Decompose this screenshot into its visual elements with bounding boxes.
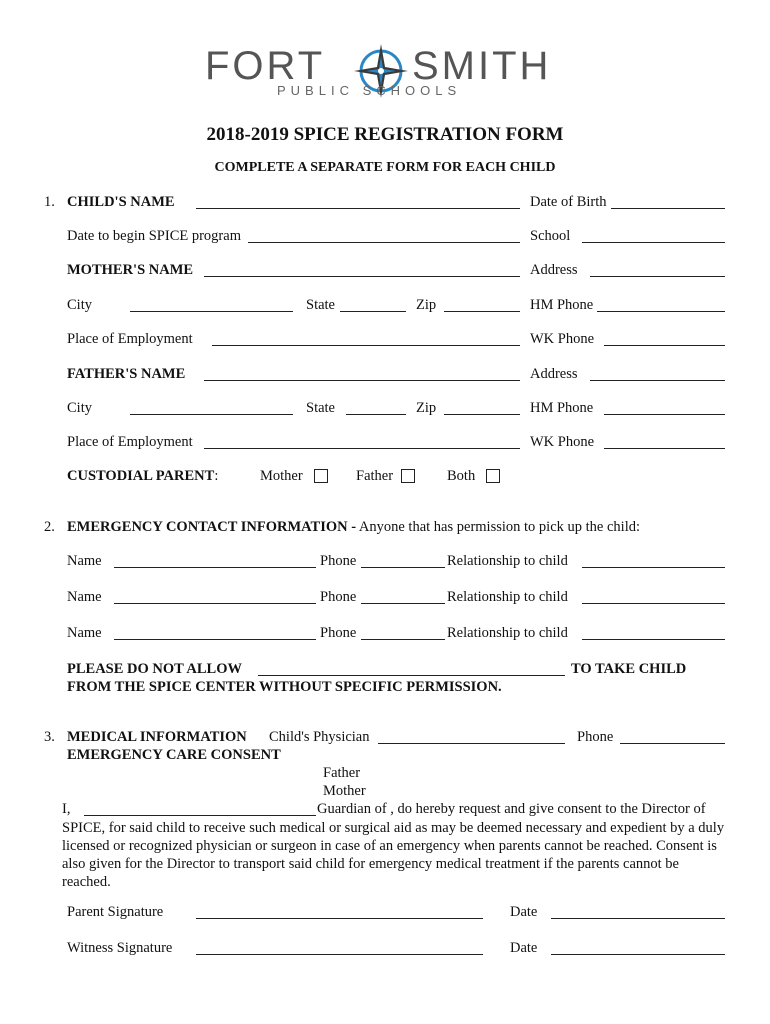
section-3-number: 3. bbox=[44, 729, 55, 745]
logo-word-smith: SMITH bbox=[412, 44, 552, 88]
school-field[interactable] bbox=[582, 242, 725, 243]
section-2-number: 2. bbox=[44, 519, 55, 535]
do-not-allow-label: PLEASE DO NOT ALLOW bbox=[67, 661, 242, 677]
date-to-begin-field[interactable] bbox=[248, 242, 520, 243]
consent-i-label: I, bbox=[62, 801, 71, 817]
mother-city-field[interactable] bbox=[130, 311, 293, 312]
mother-wk-phone-field[interactable] bbox=[604, 345, 725, 346]
contact-2-relationship-field[interactable] bbox=[582, 603, 725, 604]
contact-3-relationship-label: Relationship to child bbox=[447, 625, 568, 641]
mother-employment-label: Place of Employment bbox=[67, 331, 193, 347]
contact-1-phone-field[interactable] bbox=[361, 567, 445, 568]
father-zip-field[interactable] bbox=[444, 414, 520, 415]
form-title: 2018-2019 SPICE REGISTRATION FORM bbox=[206, 124, 564, 145]
father-zip-label: Zip bbox=[416, 400, 437, 416]
from-center-text: FROM THE SPICE CENTER WITHOUT SPECIFIC PERMISSION. bbox=[67, 679, 502, 695]
witness-date-label: Date bbox=[510, 940, 538, 956]
mother-zip-label: Zip bbox=[416, 297, 437, 313]
custodial-parent-label: CUSTODIAL PARENT bbox=[67, 468, 215, 484]
father-wk-phone-field[interactable] bbox=[604, 448, 725, 449]
childs-physician-field[interactable] bbox=[378, 743, 565, 744]
logo-subtitle: PUBLIC SCHOOLS bbox=[277, 83, 462, 98]
custodial-father-checkbox[interactable] bbox=[401, 469, 415, 483]
father-address-field[interactable] bbox=[590, 380, 725, 381]
mother-state-field[interactable] bbox=[340, 311, 406, 312]
father-hm-phone-field[interactable] bbox=[604, 414, 725, 415]
contact-1-name-label: Name bbox=[67, 553, 102, 569]
consent-paragraph: SPICE, for said child to receive such medical or surgical aid as may be deemed necessary and expedient by a duly licensed or recognized physician or surgeon in case of an emergency when parents cannot be reached. Consent is also given for the Director to transport said child for emergency medical treatment if the parents cannot be reached. bbox=[62, 820, 725, 890]
to-take-child-label: TO TAKE CHILD bbox=[571, 661, 687, 677]
consent-mother-option: Mother bbox=[323, 783, 366, 799]
mother-hm-phone-field[interactable] bbox=[597, 311, 725, 312]
logo-word-fort: FORT bbox=[205, 44, 326, 88]
mother-zip-field[interactable] bbox=[444, 311, 520, 312]
emergency-care-consent-heading: EMERGENCY CARE CONSENT bbox=[67, 747, 281, 763]
witness-signature-label: Witness Signature bbox=[67, 940, 173, 956]
childs-name-label: CHILD'S NAME bbox=[67, 194, 175, 210]
parent-date-label: Date bbox=[510, 904, 538, 920]
contact-1-name-field[interactable] bbox=[114, 567, 316, 568]
contact-2-phone-field[interactable] bbox=[361, 603, 445, 604]
contact-3-name-field[interactable] bbox=[114, 639, 316, 640]
custodial-both-label: Both bbox=[447, 468, 476, 484]
contact-1-phone-label: Phone bbox=[320, 553, 357, 569]
date-of-birth-field[interactable] bbox=[611, 208, 725, 209]
form-subtitle: COMPLETE A SEPARATE FORM FOR EACH CHILD bbox=[214, 160, 556, 175]
consent-line1: Guardian of , do hereby request and give consent to the Director of bbox=[317, 801, 706, 817]
mother-wk-phone-label: WK Phone bbox=[530, 331, 595, 347]
school-label: School bbox=[530, 228, 571, 244]
mother-hm-phone-label: HM Phone bbox=[530, 297, 594, 313]
date-to-begin-label: Date to begin SPICE program bbox=[67, 228, 241, 244]
childs-name-field[interactable] bbox=[196, 208, 520, 209]
contact-2-relationship-label: Relationship to child bbox=[447, 589, 568, 605]
contact-3-phone-label: Phone bbox=[320, 625, 357, 641]
contact-2-name-field[interactable] bbox=[114, 603, 316, 604]
mothers-name-field[interactable] bbox=[204, 276, 520, 277]
childs-physician-label: Child's Physician bbox=[269, 729, 370, 745]
parent-signature-field[interactable] bbox=[196, 918, 483, 919]
witness-date-field[interactable] bbox=[551, 954, 725, 955]
mother-address-label: Address bbox=[530, 262, 578, 278]
contact-2-name-label: Name bbox=[67, 589, 102, 605]
section-1-number: 1. bbox=[44, 194, 55, 210]
physician-phone-label: Phone bbox=[577, 729, 614, 745]
contact-3-phone-field[interactable] bbox=[361, 639, 445, 640]
contact-1-relationship-label: Relationship to child bbox=[447, 553, 568, 569]
mothers-name-label: MOTHER'S NAME bbox=[67, 262, 194, 278]
father-state-label: State bbox=[306, 400, 335, 416]
medical-info-heading: MEDICAL INFORMATION bbox=[67, 729, 247, 745]
consent-father-option: Father bbox=[323, 765, 361, 781]
fathers-name-label: FATHER'S NAME bbox=[67, 366, 186, 382]
custodial-parent-colon: : bbox=[214, 468, 219, 484]
custodial-both-checkbox[interactable] bbox=[486, 469, 500, 483]
mother-address-field[interactable] bbox=[590, 276, 725, 277]
father-employment-label: Place of Employment bbox=[67, 434, 193, 450]
do-not-allow-field[interactable] bbox=[258, 675, 565, 676]
father-hm-phone-label: HM Phone bbox=[530, 400, 594, 416]
custodial-mother-checkbox[interactable] bbox=[314, 469, 328, 483]
father-state-field[interactable] bbox=[346, 414, 406, 415]
emergency-contact-note: Anyone that has permission to pick up the child: bbox=[356, 519, 640, 535]
witness-signature-field[interactable] bbox=[196, 954, 483, 955]
emergency-contact-heading: EMERGENCY CONTACT INFORMATION - bbox=[67, 519, 357, 535]
mother-city-label: City bbox=[67, 297, 92, 313]
parent-signature-label: Parent Signature bbox=[67, 904, 164, 920]
father-employment-field[interactable] bbox=[204, 448, 520, 449]
fathers-name-field[interactable] bbox=[204, 380, 520, 381]
father-city-field[interactable] bbox=[130, 414, 293, 415]
date-of-birth-label: Date of Birth bbox=[530, 194, 607, 210]
custodial-mother-label: Mother bbox=[260, 468, 303, 484]
mother-employment-field[interactable] bbox=[212, 345, 520, 346]
contact-1-relationship-field[interactable] bbox=[582, 567, 725, 568]
physician-phone-field[interactable] bbox=[620, 743, 725, 744]
father-wk-phone-label: WK Phone bbox=[530, 434, 595, 450]
father-address-label: Address bbox=[530, 366, 578, 382]
consent-name-field[interactable] bbox=[84, 815, 316, 816]
contact-3-relationship-field[interactable] bbox=[582, 639, 725, 640]
parent-date-field[interactable] bbox=[551, 918, 725, 919]
custodial-father-label: Father bbox=[356, 468, 394, 484]
father-city-label: City bbox=[67, 400, 92, 416]
custodial-parent-row bbox=[67, 468, 218, 485]
contact-3-name-label: Name bbox=[67, 625, 102, 641]
mother-state-label: State bbox=[306, 297, 335, 313]
contact-2-phone-label: Phone bbox=[320, 589, 357, 605]
emergency-contact-heading-row bbox=[67, 519, 640, 536]
